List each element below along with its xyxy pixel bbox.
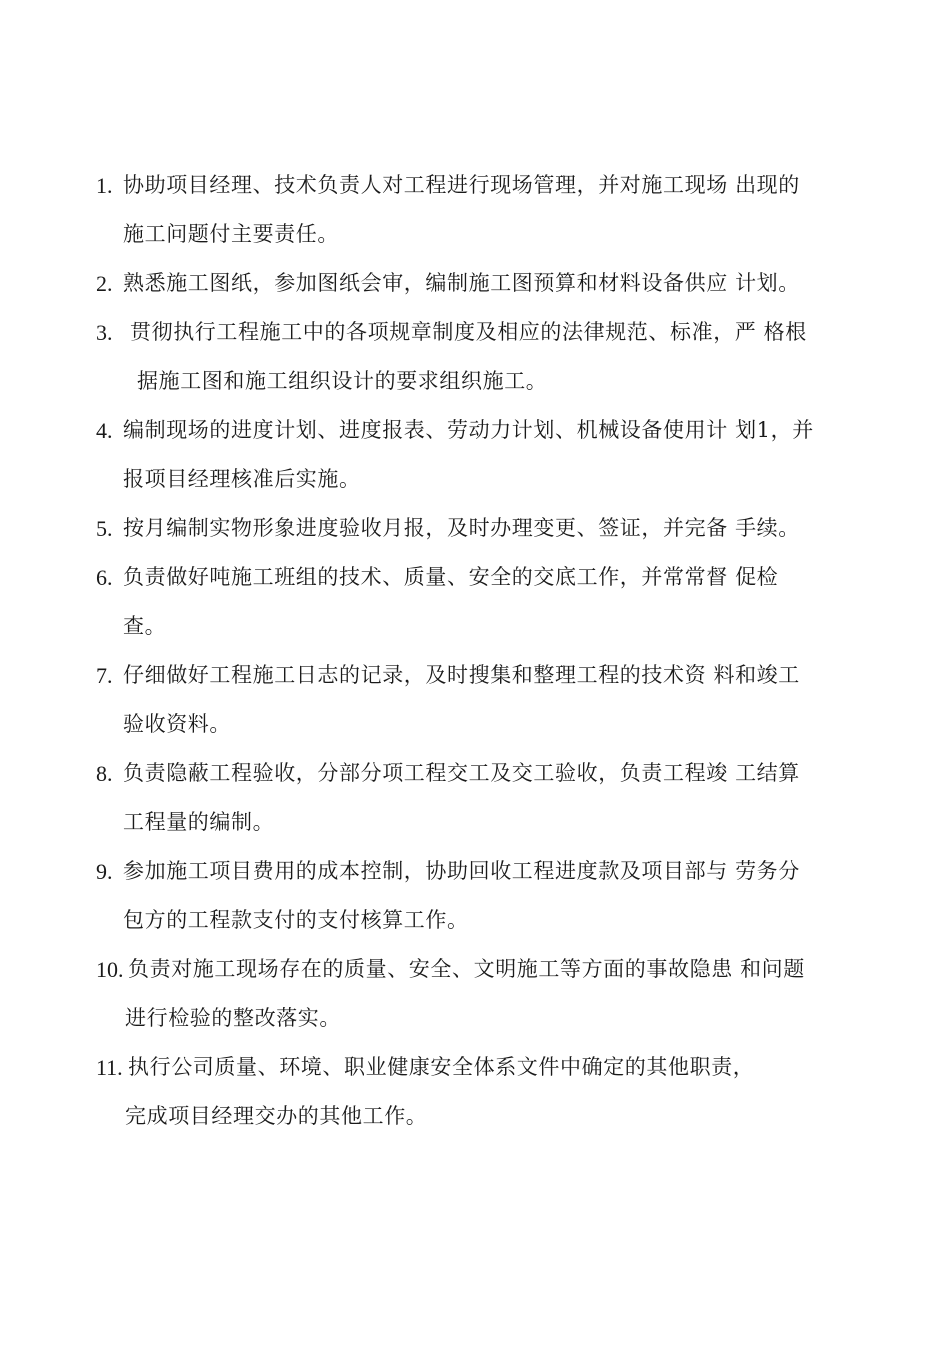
item-text-line: 进行检验的整改落实。 xyxy=(125,1006,341,1030)
item-text-line: 报项目经理核准后实施。 xyxy=(123,467,361,491)
item-text-line: 查。 xyxy=(123,614,167,638)
list-item xyxy=(96,308,886,406)
item-text-line: 负责对施工现场存在的质量、安全、文明施工等方面的事故隐患 和问题 xyxy=(128,957,805,981)
item-text-line: 编制现场的进度计划、进度报表、劳动力计划、机械设备使用计 划1，并 xyxy=(123,418,814,442)
item-text-line: 据施工图和施工组织设计的要求组织施工。 xyxy=(137,369,548,393)
list-item xyxy=(96,504,886,553)
item-text-line: 熟悉施工图纸，参加图纸会审，编制施工图预算和材料设备供应 计划。 xyxy=(123,271,800,295)
item-number: 6. xyxy=(96,565,113,590)
item-text-line: 参加施工项目费用的成本控制，协助回收工程进度款及项目部与 劳务分 xyxy=(123,859,800,883)
item-text-line: 执行公司质量、环境、职业健康安全体系文件中确定的其他职责， xyxy=(128,1055,755,1079)
item-number: 7. xyxy=(96,663,113,688)
item-text-line: 验收资料。 xyxy=(123,712,231,736)
item-number: 2. xyxy=(96,271,113,296)
item-number: 4. xyxy=(96,418,113,443)
list-item xyxy=(96,161,886,259)
duty-list xyxy=(96,161,886,1141)
list-item xyxy=(96,651,886,749)
item-text-line: 贯彻执行工程施工中的各项规章制度及相应的法律规范、标准，严 格根 xyxy=(130,320,807,344)
item-text-line: 施工问题付主要责任。 xyxy=(123,222,339,246)
list-item xyxy=(96,553,886,651)
list-item xyxy=(96,847,886,945)
item-text-line: 协助项目经理、技术负责人对工程进行现场管理，并对施工现场 出现的 xyxy=(123,173,800,197)
item-text-line: 包方的工程款支付的支付核算工作。 xyxy=(123,908,469,932)
list-item xyxy=(96,945,886,1043)
item-number: 9. xyxy=(96,859,113,884)
item-number: 3. xyxy=(96,320,113,345)
item-number: 5. xyxy=(96,516,113,541)
item-text-line: 负责隐蔽工程验收，分部分项工程交工及交工验收，负责工程竣 工结算 xyxy=(123,761,800,785)
item-number: 1. xyxy=(96,173,113,198)
list-item xyxy=(96,1043,886,1141)
item-number: 8. xyxy=(96,761,113,786)
list-item xyxy=(96,406,886,504)
item-text-line: 完成项目经理交办的其他工作。 xyxy=(125,1104,428,1128)
list-item xyxy=(96,259,886,308)
item-text-line: 负责做好吨施工班组的技术、质量、安全的交底工作，并常常督 促检 xyxy=(123,565,779,589)
item-number: 10. xyxy=(96,957,124,982)
item-text-line: 工程量的编制。 xyxy=(123,810,275,834)
item-number: 11. xyxy=(96,1055,123,1080)
list-item xyxy=(96,749,886,847)
item-text-line: 按月编制实物形象进度验收月报，及时办理变更、签证，并完备 手续。 xyxy=(123,516,800,540)
item-text-line: 仔细做好工程施工日志的记录，及时搜集和整理工程的技术资 料和竣工 xyxy=(123,663,800,687)
